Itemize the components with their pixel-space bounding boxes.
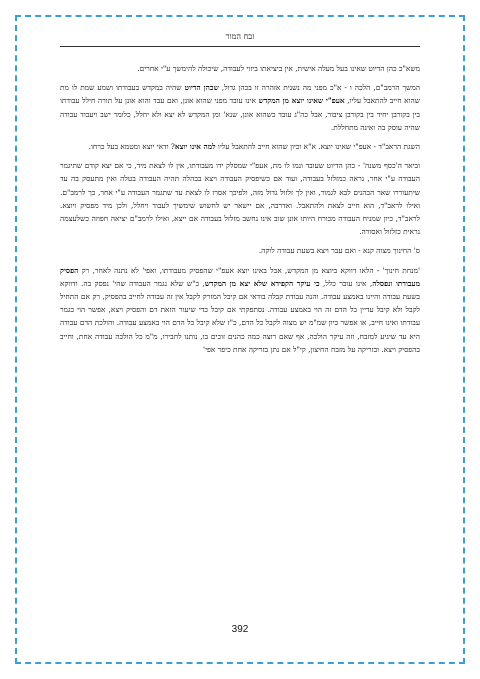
text-run: , אינו עובר כלל, [319, 278, 373, 288]
bold-phrase: אעפ"י שאינו יוצא מן המקדש [258, 96, 345, 106]
bold-phrase: כי עיקר הקפידא שלא יצא מן המקדש [204, 278, 320, 288]
text-run: ? ודאי יוצא ומטמא בעל כרחו. [88, 142, 175, 152]
page-number: 392 [231, 624, 249, 635]
body-paragraph [60, 264, 420, 356]
bold-phrase: למה אינו יוצא [174, 142, 216, 152]
body-paragraph [60, 244, 420, 257]
text-run: ואדרבה, אם יישאר יש לחשוש שימשיך לעבוד ויחלל, ולכן מיד מפסיק ויוצא. לראב"ד, כיון שמניח העבודה מכורח היותו אונן שוב אינו נחשב מזלזל בעבודה אם ייצא, ואילו לרמב"ם יציאה חפוזה כשלעצמה נראית כזלזול ואסורה. [60, 200, 420, 237]
text-run: אינו עובד מפני שהוא אונן, ואם עבד והוא אונן על תורה חילל עבודתו בין בקורבן יחיד בין בקורבן ציבור, אבל כה"ג עובד כשהוא אונן, שנא' ומן המקדש לא יצא ולא יחלל, כלומר ישב ויעבוד עבודה שהיה עוסק בה ואינה מתחללת. [60, 96, 420, 132]
body-paragraph [60, 81, 420, 134]
body-paragraph [60, 159, 420, 238]
text-run: וביאר ה'כסף משנה' - כהן הדיוט שעובד ונמו לו מת, אעפ"י שמסלק ידו מעבודתו, אין לו לצאת מיד, כי אם יצא קודם שתיגמר העבודה ע"י אחר, נראה כמזלזל בעבודה, ועוד אם כשיפסיק העבודה ויצא בבהלה תהיה העבודה בטלה ואין מתעסק בה עד שיתעוררו שאר הכהנים לבא לגמור, ואין לך זלזול גדול מזה, ולפיכך אסרו לו לצאת עד שתגמר העבודה ע"י אחר, כך לרמב"ם. ואילו לראב"ד, הוא חייב לצאת ולהתאבל. [60, 161, 420, 210]
text-run: , כ"ש שלא נגמר העבודה שהי' נפסק בה. ודווקא בשעת עבודה והיינו באמצע עבודה. והנה עבודת קבלה בודאי אם קיבל המזרק לקבל אין זה עבודה לחייב בהפסיק, רק אם התחיל לקבל ולא קיבל עדיין כל הדם זה הוי באמצע עבודה. נסתפקתי אם קיבל כדי שיעור הזאת דם והפסיק ויצא, אפשר הוי כגמר עבודתו ואינו חייב, או אפשר כיון שמ"מ יש מצוה לקבל כל הדם, כ"ז שלא קיבל כל הדם הוי באמצע עבודה. והולכת הדם עבודה היא עד שיגיע למזבח, וזה עיקר הולכה, אף שאם רוצה כמה כהנים זוכים בו, נותנו לחבירו, מ"מ כל הולכה עבודה אחת, וחייב בהפסיק ויצא. ובזריקה על מזבח החיצון, קי"ל אם נתן בזריקה אחת כיפר אפי' [60, 278, 420, 354]
text-run: משא"כ כהן הדיוט שאינו בעל מעלה אישית, אין ביציאתו ביזוי לעבודה, שיכולה להימשך ע"י אחרים. [137, 64, 420, 73]
running-header: זבח המור [225, 32, 255, 41]
header-divider [60, 46, 420, 47]
text-run: 'מנחת חינוך' - הלאו דווקא ביוצא מן המקדש, אבל באינו יוצא אעפ"י שהפסיק מעבודתו, ואפי' לא נתנה לאחר, רק [78, 265, 420, 275]
page-body-text [60, 62, 420, 562]
text-run: המשך הרמב"ם, הלכה ו - א"כ מפני מה נשנית אזהרה זו בכהן גדול, [218, 83, 420, 93]
text-run: השגת הראב"ד - אעפ"י שאינו יוצא. א"א וכיון שהוא חייב להתאבל עליו [215, 142, 420, 152]
text-run: ס' החינוך מצוה קנא - ואם עבר ויצא בשעת עבודה לוקה. [258, 246, 420, 256]
body-paragraph [60, 62, 420, 75]
bold-phrase: שכהן הדיוט [184, 83, 219, 93]
text-run: שהיה במקדש בעבודתו ושמע שמת לו מת שהוא חייב להתאבל עליו, [60, 83, 420, 106]
bold-phrase: הפסיק מעבודתו ונפסלה [60, 265, 420, 288]
body-paragraph [60, 140, 420, 153]
